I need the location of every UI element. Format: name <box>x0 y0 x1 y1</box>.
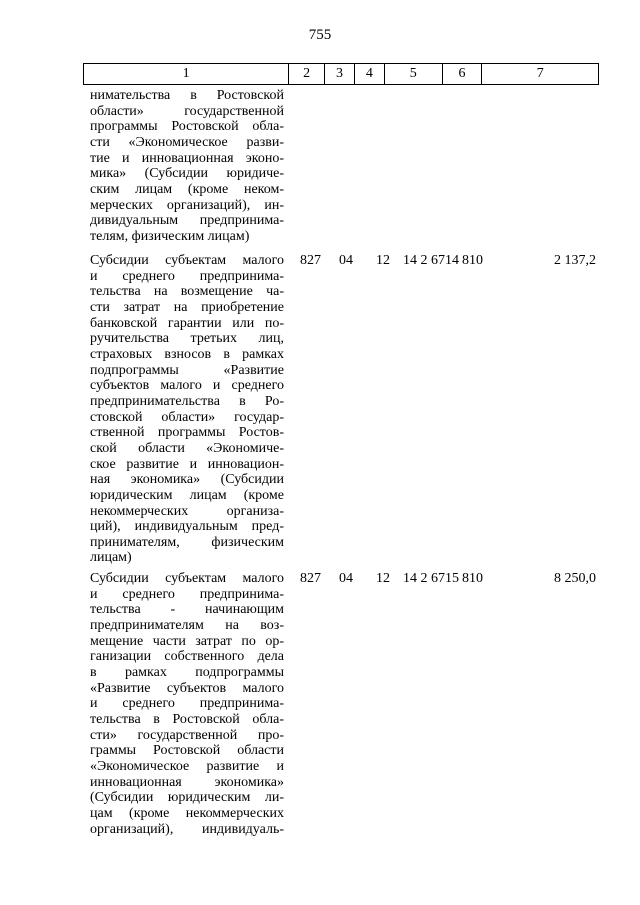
description-line: тельства на возмещение ча- <box>90 284 284 300</box>
description-line: «Развитие субъектов малого <box>90 680 284 696</box>
table-row <box>90 253 600 566</box>
description-line: банковской гарантии или по- <box>90 315 284 331</box>
description-line: дивидуальным предпринима- <box>90 213 284 229</box>
description-line: сти «Экономическое разви- <box>90 134 284 150</box>
description-line: ственной программы Ростов- <box>90 425 284 441</box>
ministry-code: 827 <box>300 253 321 268</box>
description-line: и среднего предпринима- <box>90 696 284 712</box>
description-line: ское развитие и инновацион- <box>90 456 284 472</box>
description-line: телям, физическим лицам) <box>90 228 250 244</box>
subsection-code: 12 <box>376 571 390 586</box>
description-line: подпрограммы «Развитие <box>90 362 284 378</box>
description-line: сти» государственной про- <box>90 727 284 743</box>
description-line: программы Ростовской обла- <box>90 119 284 135</box>
description-line: юридическим лицам (кроме <box>90 487 284 503</box>
description-line: субъектов малого и среднего <box>90 378 284 394</box>
header-col-4: 4 <box>355 64 385 84</box>
description-line: тие и инновационная эконо- <box>90 150 284 166</box>
description-line: сти затрат на приобретение <box>90 299 284 315</box>
description-line: области» государственной <box>90 103 284 119</box>
amount-value: 8 250,0 <box>554 571 596 586</box>
description-line: ским лицам (кроме неком- <box>90 181 284 197</box>
row-description <box>90 88 284 245</box>
header-col-1: 1 <box>84 64 289 84</box>
description-line: цам (кроме некоммерческих <box>90 805 284 821</box>
description-line: страховых взносов в рамках <box>90 346 284 362</box>
target-article-code: 14 2 6715 <box>403 571 459 586</box>
header-col-2: 2 <box>289 64 325 84</box>
description-line: и среднего предпринима- <box>90 586 284 602</box>
description-line: «Экономическое развитие и <box>90 758 284 774</box>
description-line: ций), индивидуальным пред- <box>90 519 284 535</box>
table-header <box>83 63 599 85</box>
description-line: ная экономика» (Субсидии <box>90 472 284 488</box>
description-line: тельства в Ростовской обла- <box>90 711 284 727</box>
target-article-code: 14 2 6714 <box>403 253 459 268</box>
description-line: Субсидии субъектам малого <box>90 571 284 586</box>
description-line: мерческих организаций), ин- <box>90 197 284 213</box>
header-col-7: 7 <box>536 66 544 81</box>
description-line: принимателям, физическим <box>90 534 284 550</box>
row-description <box>90 253 284 566</box>
header-col-5: 5 <box>385 64 443 84</box>
expense-type-code: 810 <box>462 571 483 586</box>
row-description <box>90 571 284 837</box>
description-line: (Субсидии юридическим ли- <box>90 790 284 806</box>
description-line: предпринимателям на воз- <box>90 617 284 633</box>
expense-type-code: 810 <box>462 253 483 268</box>
description-line: граммы Ростовской области <box>90 743 284 759</box>
page-number: 755 <box>308 27 332 43</box>
description-line: тельства - начинающим <box>90 602 284 618</box>
description-line: ручительства третьих лиц, <box>90 331 284 347</box>
header-col-6: 6 <box>443 64 483 84</box>
ministry-code: 827 <box>300 571 321 586</box>
description-line: нимательства в Ростовской <box>90 88 284 103</box>
header-col-3: 3 <box>325 64 355 84</box>
description-line: ганизации собственного дела <box>90 649 284 665</box>
description-line: и среднего предпринима- <box>90 268 284 284</box>
description-line: ской области «Экономиче- <box>90 440 284 456</box>
section-code: 04 <box>339 571 353 586</box>
section-code: 04 <box>339 253 353 268</box>
description-line: организаций), индивидуаль- <box>90 821 284 837</box>
description-line: предпринимательства в Ро- <box>90 393 284 409</box>
description-line: инновационная экономика» <box>90 774 284 790</box>
description-line: в рамках подпрограммы <box>90 664 284 680</box>
description-line: мика» (Субсидии юридиче- <box>90 166 284 182</box>
table-row <box>90 571 600 837</box>
description-line: Субсидии субъектам малого <box>90 253 284 268</box>
description-line: лицам) <box>90 550 132 566</box>
table-row <box>90 88 600 245</box>
description-line: некоммерческих организа- <box>90 503 284 519</box>
description-line: стовской области» государ- <box>90 409 284 425</box>
description-line: мещение части затрат по ор- <box>90 633 284 649</box>
subsection-code: 12 <box>376 253 390 268</box>
amount-value: 2 137,2 <box>554 253 596 268</box>
